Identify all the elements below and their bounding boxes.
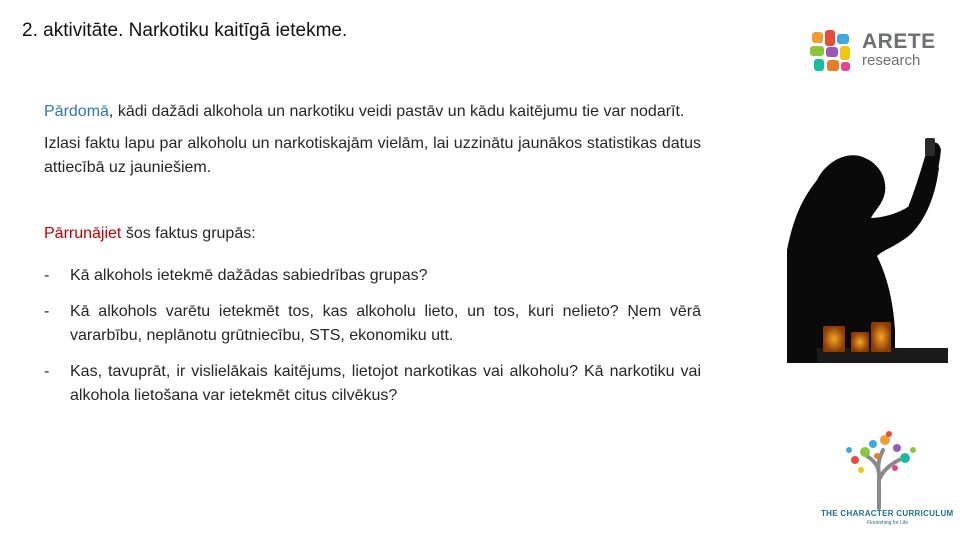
paragraph-reflect-text: , kādi dažādi alkohola un narkotiku veidi pastāv un kādu kaitējumu tie var nodarīt. bbox=[108, 103, 685, 120]
paragraph-read: Izlasi faktu lapu par alkoholu un narkotiskajām vielām, lai uzzinātu jaunākos statistikas datus attiecībā uz jauniešiem. bbox=[44, 135, 701, 176]
question-text: Kas, tavuprāt, ir vislielākais kaitējums, lietojot narkotikas vai alkoholu? Kā narkotiku vai alkohola lietošana var ietekmēt citus cilvēkus? bbox=[70, 363, 701, 404]
slide-body bbox=[44, 100, 701, 420]
tree-logo-name: THE CHARACTER CURRICULUM bbox=[821, 509, 954, 518]
character-curriculum-logo bbox=[815, 430, 954, 530]
paragraph-discuss-text: šos faktus grupās: bbox=[121, 225, 256, 242]
drinking-silhouette-image bbox=[787, 100, 948, 363]
drinking-person-silhouette-icon bbox=[787, 100, 948, 363]
tree-icon bbox=[815, 430, 950, 510]
arete-research-logo bbox=[808, 28, 938, 76]
list-item bbox=[44, 264, 701, 288]
question-text: Kā alkohols ietekmē dažādas sabiedrības grupas? bbox=[70, 267, 428, 284]
slide-title: 2. aktivitāte. Narkotiku kaitīgā ietekme. bbox=[22, 20, 348, 41]
bullet-dash: - bbox=[44, 363, 50, 380]
bullet-dash: - bbox=[44, 303, 50, 320]
logo-subtext: research bbox=[862, 52, 921, 69]
keyword-discuss: Pārrunājiet bbox=[44, 225, 122, 242]
list-item bbox=[44, 300, 701, 348]
spacer bbox=[44, 188, 701, 222]
paragraph-reflect bbox=[44, 100, 701, 124]
bullet-dash: - bbox=[44, 267, 50, 284]
tree-logo-tagline: Flourishing for Life bbox=[867, 520, 909, 526]
spacer bbox=[44, 254, 701, 264]
keyword-reflect: Pārdomā bbox=[44, 103, 109, 120]
question-text: Kā alkohols varētu ietekmēt tos, kas alkoholu lieto, un tos, kuri nelieto? Ņem vērā vararbību, neplānotu grūtniecību, STS, ekonomiku utt. bbox=[70, 303, 701, 344]
arete-logo-mark-icon bbox=[808, 28, 858, 76]
paragraph-discuss bbox=[44, 222, 701, 246]
question-list bbox=[44, 264, 701, 408]
list-item bbox=[44, 360, 701, 408]
logo-word: ARETE bbox=[862, 30, 936, 53]
